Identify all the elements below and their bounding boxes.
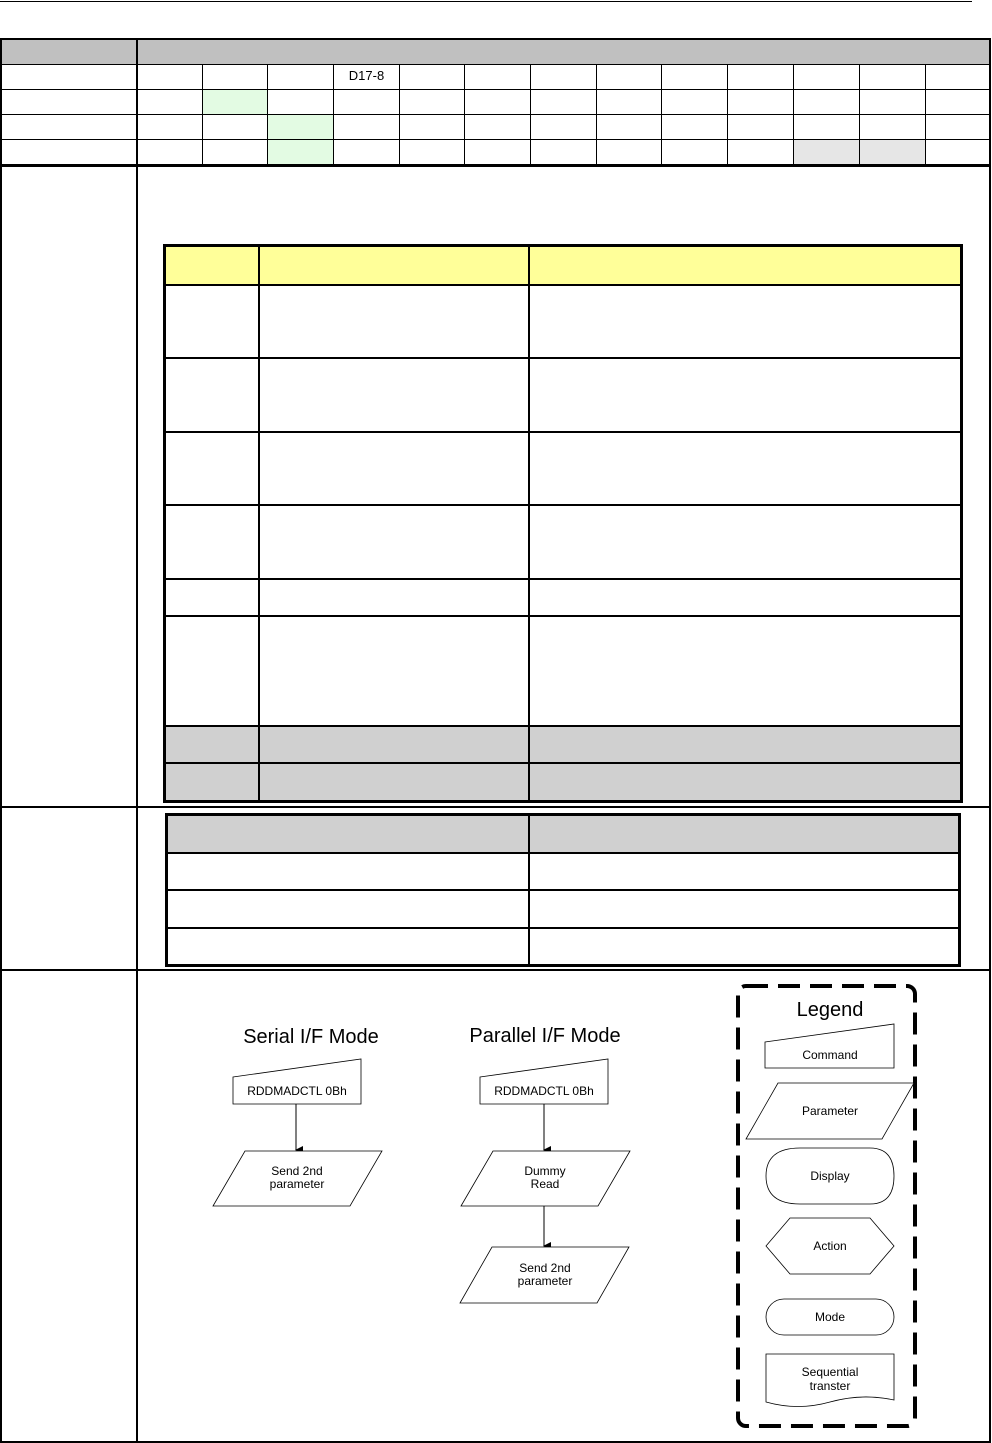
serial-param-line1: Send 2nd — [271, 1164, 323, 1178]
legend-action-shape — [766, 1218, 894, 1274]
parallel-dummy-line2: Read — [530, 1177, 560, 1191]
serial-parameter-box — [213, 1151, 382, 1206]
legend-parameter-shape — [746, 1083, 914, 1139]
parallel-parameter-box — [460, 1247, 629, 1303]
parallel-param-line1: Send 2nd — [519, 1261, 571, 1275]
legend-command-label: Command — [802, 1048, 858, 1062]
register-cell: D17-8 — [334, 65, 400, 90]
legend-display-label: Display — [810, 1169, 850, 1183]
parallel-command-box — [480, 1059, 608, 1104]
serial-command-box — [233, 1059, 361, 1104]
legend-seq-line2: transter — [809, 1379, 851, 1393]
parallel-command-label: RDDMADCTL 0Bh — [494, 1084, 594, 1098]
legend-command-shape — [765, 1024, 894, 1068]
legend-seq-line1: Sequential — [801, 1365, 859, 1379]
legend-mode-shape — [766, 1299, 894, 1335]
legend-parameter-label: Parameter — [801, 1104, 859, 1118]
parallel-mode-title: Parallel I/F Mode — [469, 1025, 621, 1047]
legend-sequential-shape — [766, 1354, 894, 1407]
legend-display-shape — [766, 1148, 894, 1204]
serial-command-label: RDDMADCTL 0Bh — [247, 1084, 347, 1098]
serial-param-line2: parameter — [269, 1177, 325, 1191]
parallel-dummy-line1: Dummy — [524, 1164, 566, 1178]
legend-title: Legend — [796, 999, 864, 1021]
legend-action-label: Action — [813, 1239, 847, 1253]
legend-mode-label: Mode — [814, 1310, 846, 1324]
parallel-param-line2: parameter — [517, 1274, 573, 1288]
legend — [738, 986, 915, 1426]
parallel-dummy-read-box — [461, 1151, 630, 1206]
serial-mode-title: Serial I/F Mode — [243, 1026, 379, 1048]
